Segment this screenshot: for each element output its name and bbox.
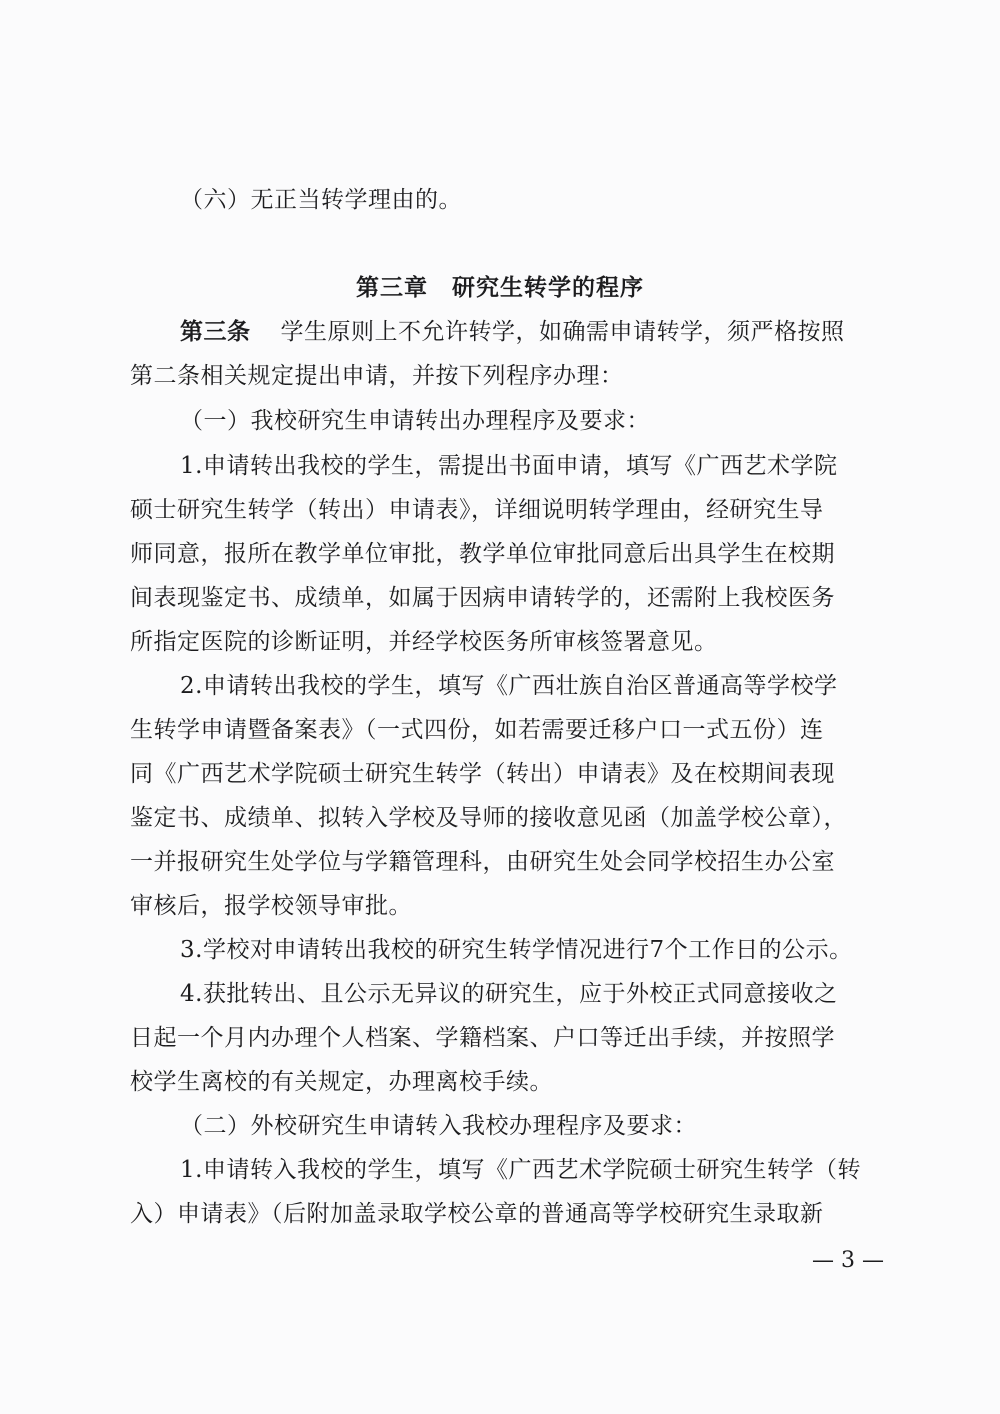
s1-p1-line: 1.申请转出我校的学生，需提出书面申请，填写《广西艺术学院 [180,453,838,479]
article-three-line-2: 第二条相关规定提出申请，并按下列程序办理： [130,363,624,389]
s1-p4-line: 校学生离校的有关规定，办理离校手续。 [130,1069,553,1095]
s1-p1-line: 师同意，报所在教学单位审批，教学单位审批同意后出具学生在校期 [130,541,835,567]
article-label: 第三条 [180,318,251,345]
s1-p2-line: 一并报研究生处学位与学籍管理科，由研究生处会同学校招生办公室 [130,849,835,875]
s2-p1-line: 1.申请转入我校的学生，填写《广西艺术学院硕士研究生转学（转 [180,1157,861,1183]
s1-p2-line: 同《广西艺术学院硕士研究生转学（转出）申请表》及在校期间表现 [130,761,835,787]
chapter-title: 第三章 研究生转学的程序 [356,274,644,301]
article-three-line-1 [180,316,845,348]
article-text-1: 学生原则上不允许转学，如确需申请转学，须严格按照 [280,319,845,345]
s1-p2-line: 生转学申请暨备案表》（一式四份，如若需要迁移户口一式五份）连 [130,717,824,743]
s1-p3: 3.学校对申请转出我校的研究生转学情况进行7个工作日的公示。 [180,937,853,963]
s1-p2-line: 2.申请转出我校的学生，填写《广西壮族自治区普通高等学校学 [180,673,838,699]
s2-p1-line: 入）申请表》（后附加盖录取学校公章的普通高等学校研究生录取新 [130,1201,824,1227]
s1-p4-line: 日起一个月内办理个人档案、学籍档案、户口等迁出手续，并按照学 [130,1025,835,1051]
s1-p1-line: 硕士研究生转学（转出）申请表》，详细说明转学理由，经研究生导 [130,497,824,523]
s1-p4-line: 4.获批转出、且公示无异议的研究生，应于外校正式同意接收之 [180,981,838,1007]
section-one-title: （一）我校研究生申请转出办理程序及要求： [180,408,650,434]
s1-p2-line: 审核后，报学校领导审批。 [130,893,412,919]
section-two-title: （二）外校研究生申请转入我校办理程序及要求： [180,1113,697,1139]
s1-p1-line: 所指定医院的诊断证明，并经学校医务所审核签署意见。 [130,629,718,655]
item-six: （六）无正当转学理由的。 [180,187,462,213]
page-number-row [0,1245,1000,1277]
s1-p1-line: 间表现鉴定书、成绩单，如属于因病申请转学的，还需附上我校医务 [130,585,835,611]
page-number: — 3 — [812,1248,884,1273]
s1-p2-line: 鉴定书、成绩单、拟转入学校及导师的接收意见函（加盖学校公章）， [130,805,847,831]
